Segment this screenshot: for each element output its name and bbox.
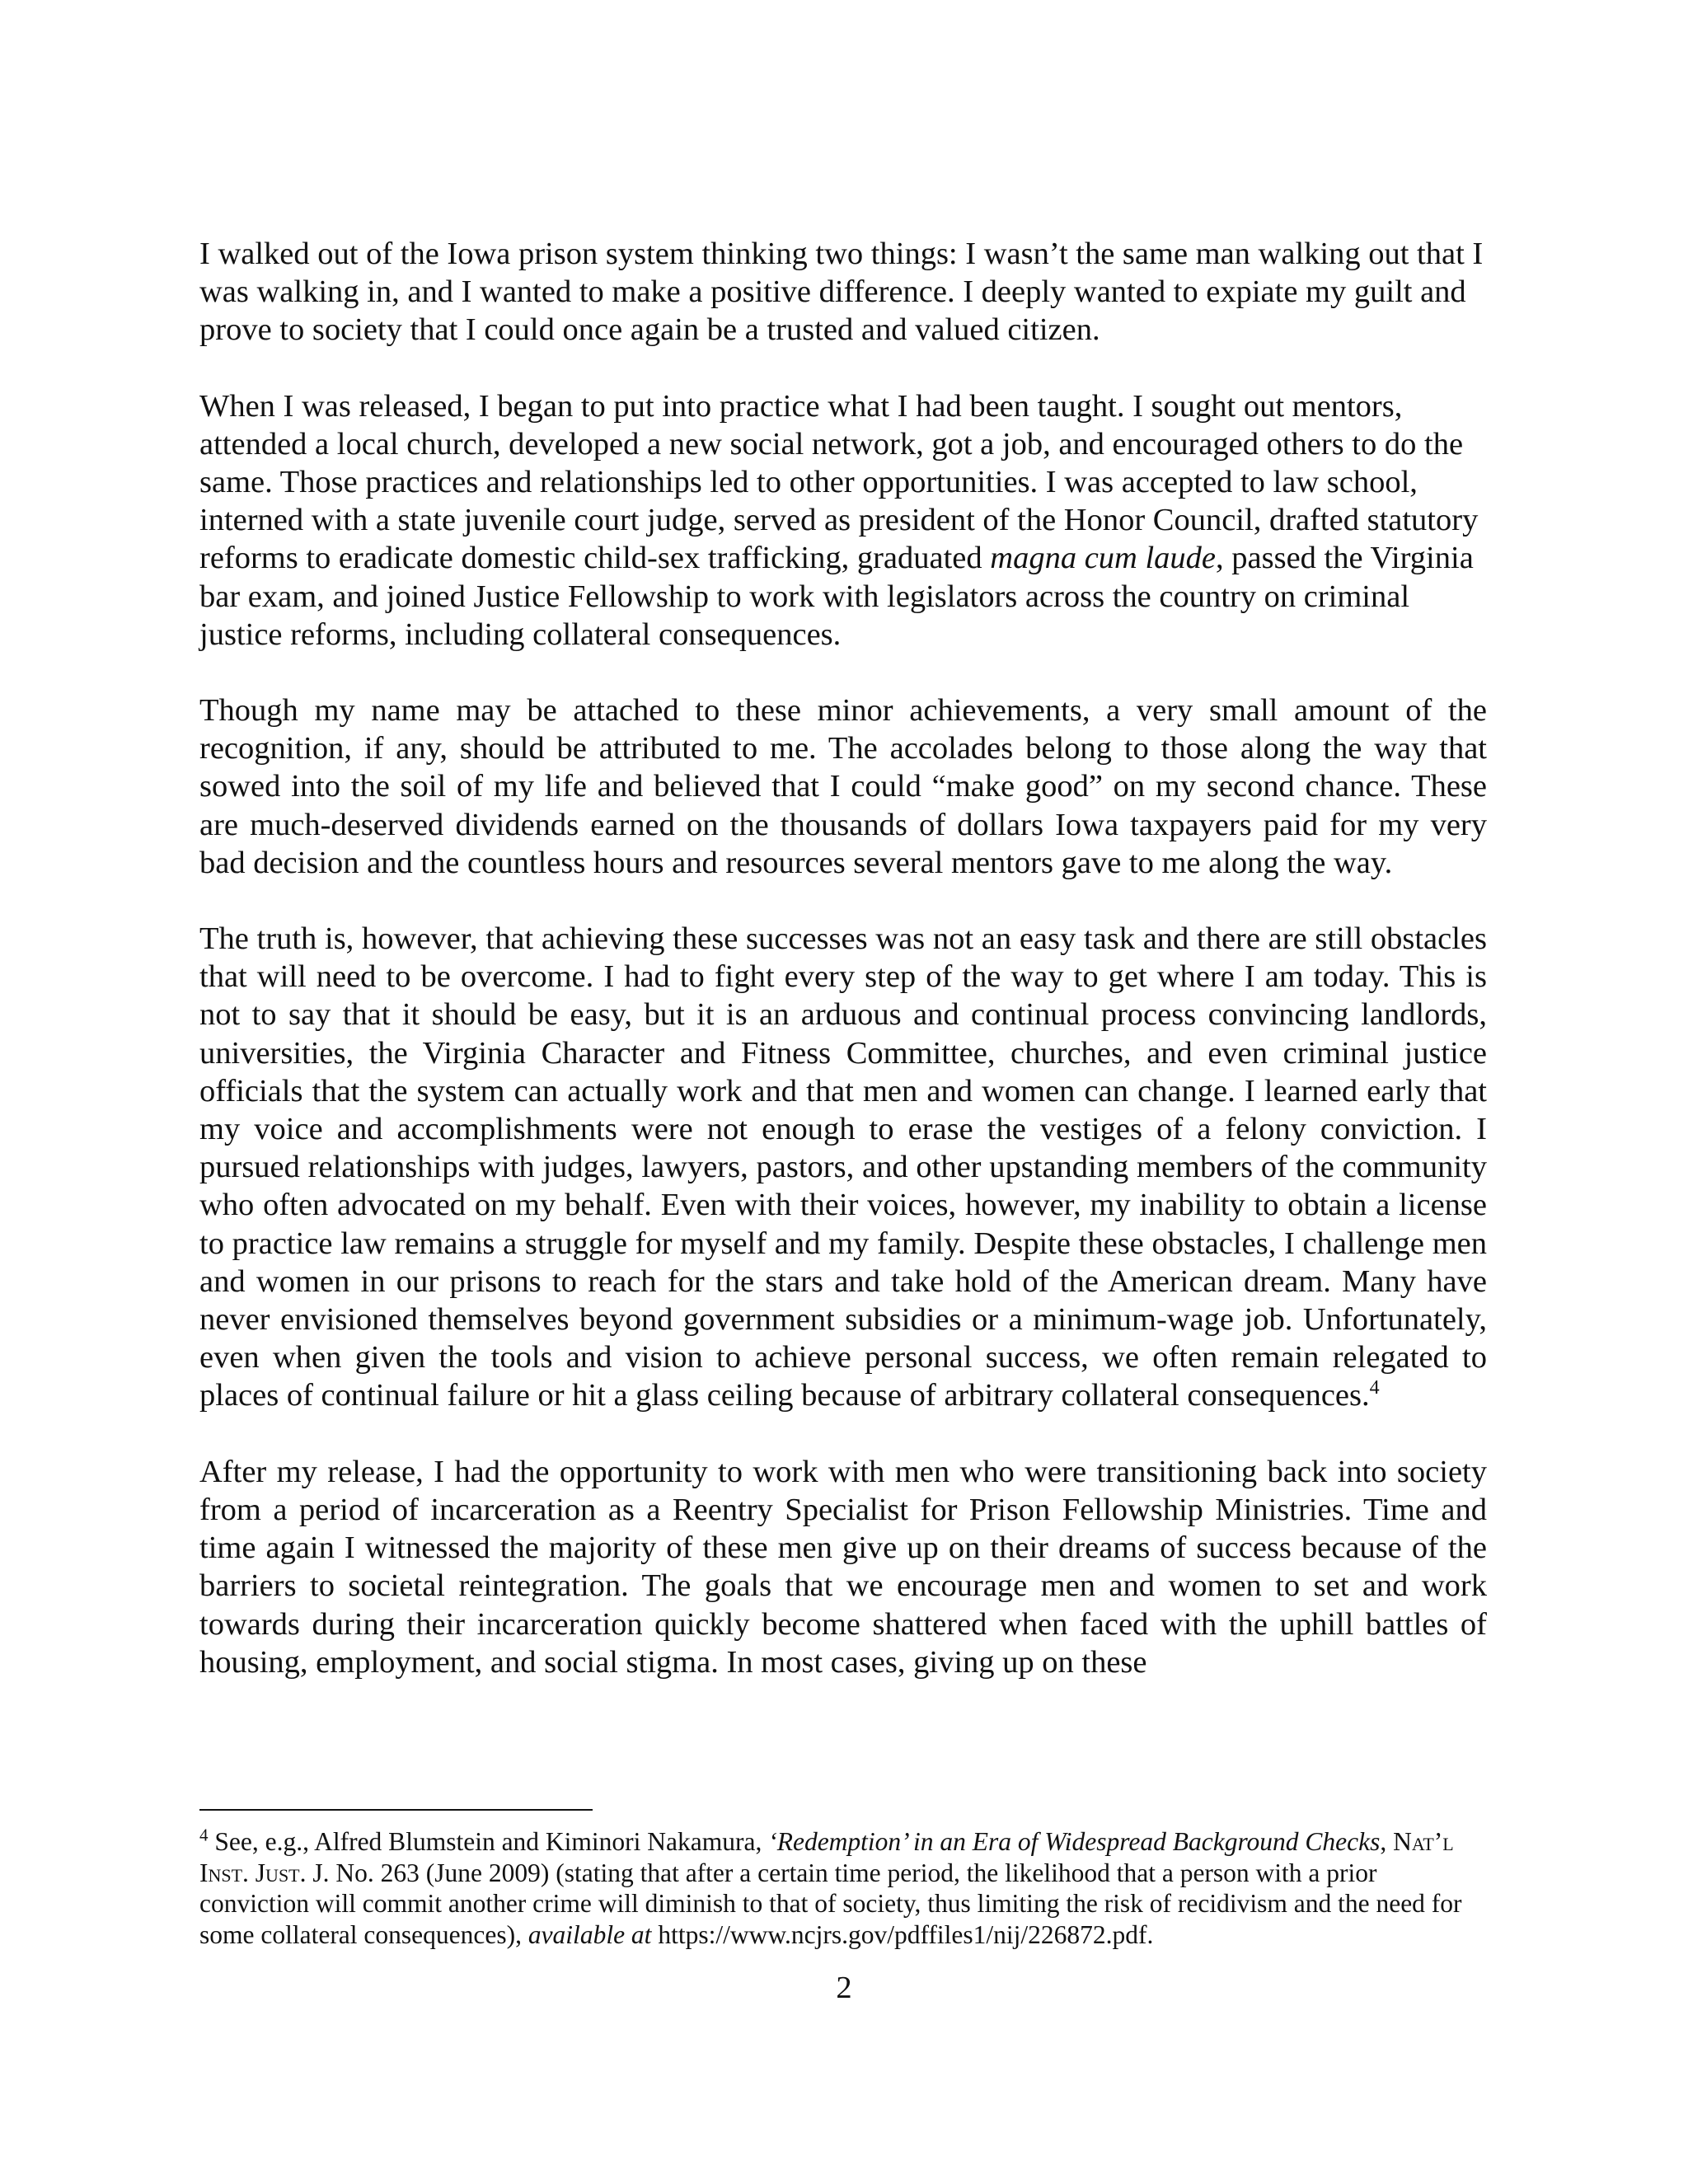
footnote-journal-name: Nat’l Inst. Just.	[199, 1827, 1454, 1887]
footnote-text: J. No. 263 (June 2009) (stating that after a certain time period, the likelihood that a person with a prior conviction will commit another crime will diminish to that of society, thus limiting the risk of recidivism and the need for some collateral consequences),	[199, 1858, 1462, 1949]
footnote	[199, 1826, 1487, 1950]
paragraph-text: The truth is, however, that achieving these successes was not an easy task and there are still obstacles that will need to be overcome. I had to fight every step of the way to get where I am today. This is not to say that it should be easy, but it is an arduous and continual process convincing landlords, universities, the Virginia Character and Fitness Committee, churches, and even criminal justice officials that the system can actually work and that men and women can change. I learned early that my voice and accomplishments were not enough to erase the vestiges of a felony conviction. I pursued relationships with judges, lawyers, pastors, and other upstanding members of the community who often advocated on my behalf. Even with their voices, however, my inability to obtain a license to practice law remains a struggle for myself and my family. Despite these obstacles, I challenge men and women in our prisons to reach for the stars and take hold of the American dream. Many have never envisioned themselves beyond government subsidies or a minimum-wage job. Unfortunately, even when given the tools and vision to achieve personal success, we often remain relegated to places of continual failure or hit a glass ceiling because of arbitrary collateral consequences.	[199, 921, 1487, 1413]
footnote-url[interactable]: https://www.ncjrs.gov/pdffiles1/nij/226872.pdf.	[651, 1919, 1154, 1949]
paragraph-recognition: Though my name may be attached to these minor achievements, a very small amount of the recognition, if any, should be attributed to me. The accolades belong to those along the way that sowed into the soil of my life and believed that I could “make good” on my second chance. These are much-deserved dividends earned on the thousands of dollars Iowa taxpayers paid for my very bad decision and the countless hours and resources several mentors gave to me along the way.	[199, 693, 1487, 880]
paragraph-release-reflection: I walked out of the Iowa prison system thinking two things: I wasn’t the same man walking out that I was walking in, and I wanted to make a positive difference. I deeply wanted to expiate my guilt and prove to society that I could once again be a trusted and valued citizen.	[199, 237, 1484, 348]
latin-honor-italic: magna cum laude	[990, 541, 1217, 576]
paragraph-obstacles	[199, 920, 1487, 1415]
footnote-article-title: ‘Redemption’ in an Era of Widespread Background Checks	[768, 1827, 1381, 1856]
footnote-text: ,	[1380, 1827, 1394, 1856]
paragraph-text: , passed the Virginia bar exam, and joined Justice Fellowship to work with legislators across the country on criminal justice reforms, including collateral consequences.	[199, 541, 1474, 652]
footnote-reference[interactable]: 4	[1369, 1377, 1380, 1399]
paragraph-post-release-achievements	[199, 387, 1487, 654]
footnote-text: See, e.g., Alfred Blumstein and Kiminori Nakamura,	[208, 1827, 769, 1856]
footnote-number: 4	[199, 1825, 209, 1845]
body-text	[199, 235, 1487, 1681]
paragraph-text: When I was released, I began to put into practice what I had been taught. I sought out mentors, attended a local church, developed a new social network, got a job, and encouraged others to do the same. Those practices and relationships led to other opportunities. I was accepted to law school, interned with a state juvenile court judge, served as president of the Honor Council, drafted statutory reforms to eradicate domestic child-sex trafficking, graduated	[199, 388, 1479, 576]
footnote-available-at: available at	[528, 1919, 652, 1949]
page-number: 2	[836, 1971, 852, 2005]
footnote-separator	[199, 1809, 593, 1811]
paragraph-reentry-work: After my release, I had the opportunity to work with men who were transitioning back into society from a period of incarceration as a Reentry Specialist for Prison Fellowship Ministries. Time and time again I witnessed the majority of these men give up on their dreams of success because of the barriers to societal reintegration. The goals that we encourage men and women to set and work towards during their incarceration quickly become shattered when faced with the uphill battles of housing, employment, and social stigma. In most cases, giving up on these	[199, 1454, 1487, 1680]
